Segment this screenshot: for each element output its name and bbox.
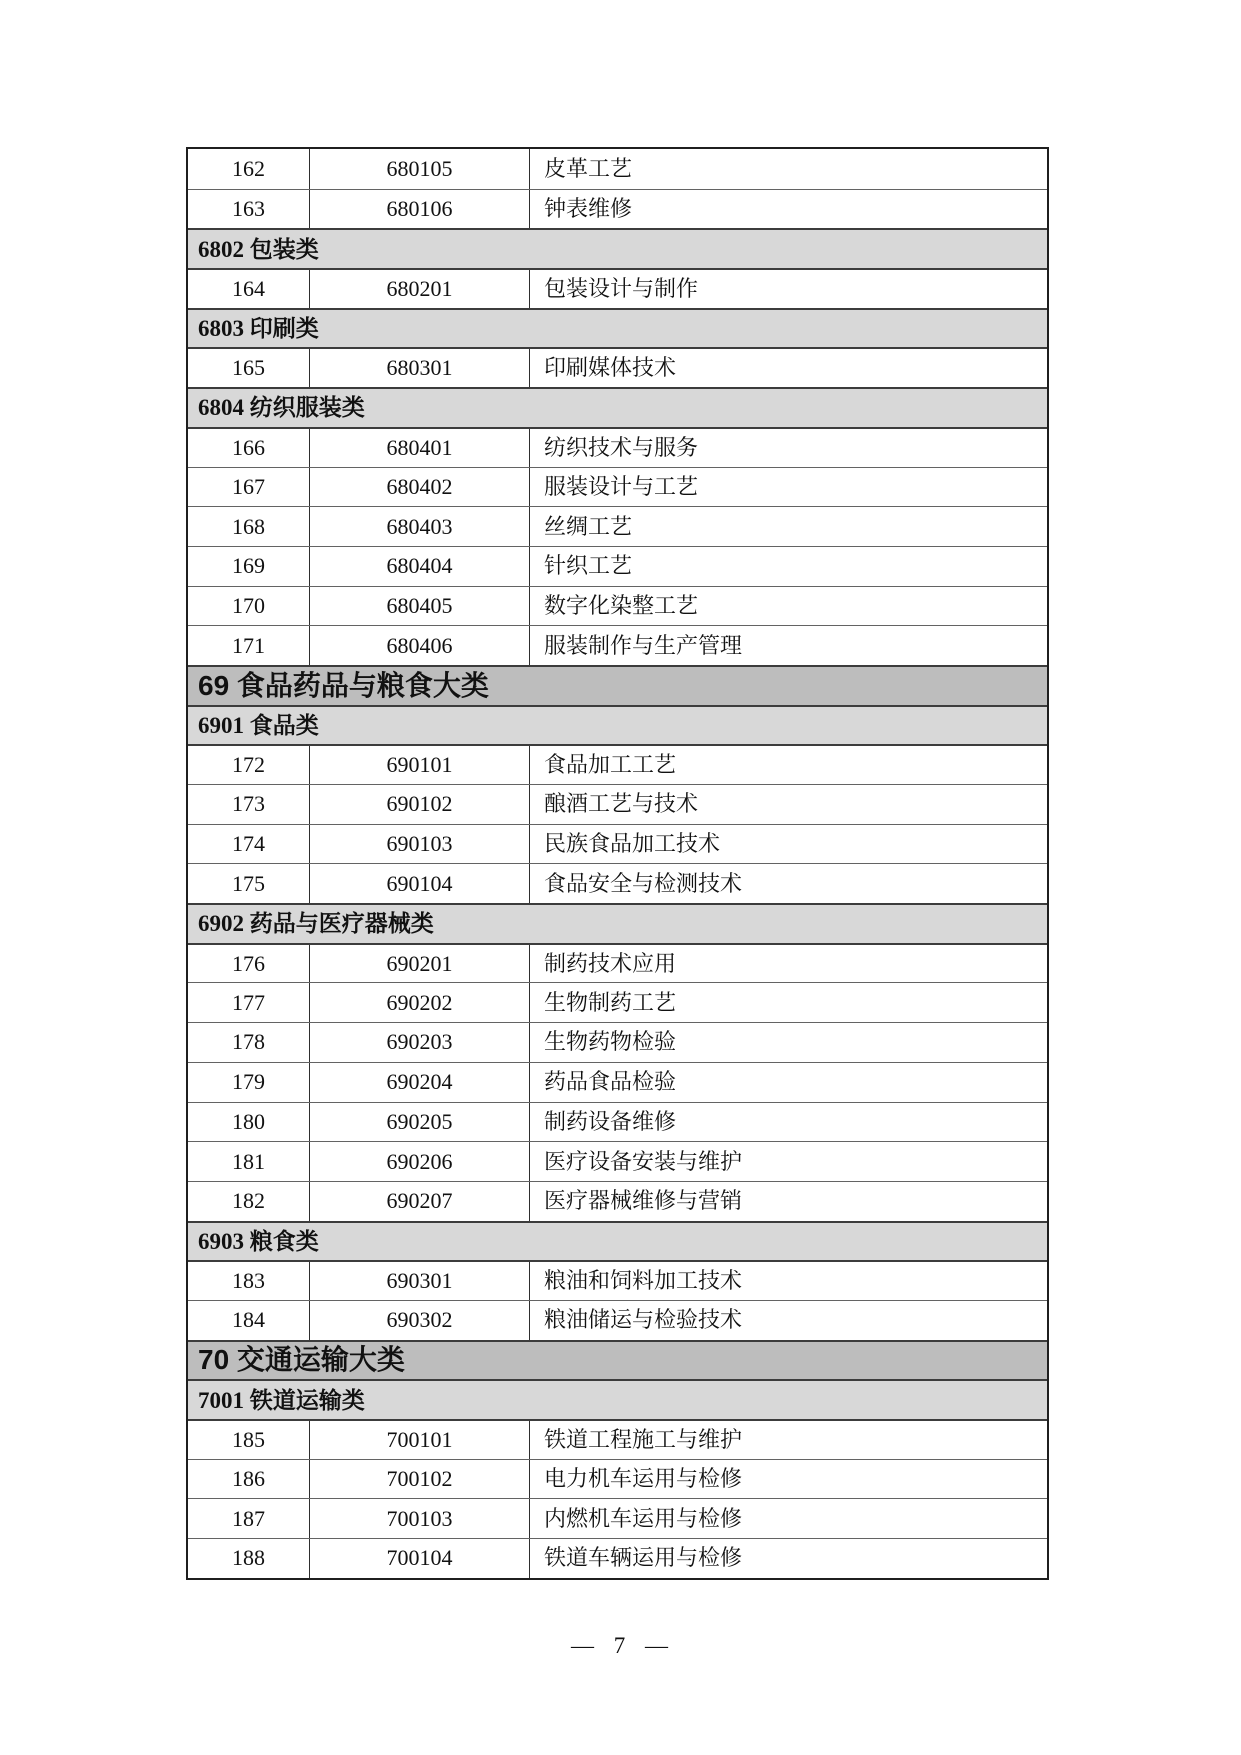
subcategory-header-label: 6903 粮食类: [198, 1228, 319, 1254]
subcategory-header-row: [188, 228, 1047, 268]
major-name-cell: 丝绸工艺: [529, 507, 1047, 546]
page-number: — 7 —: [571, 1633, 670, 1658]
major-name-cell: 纺织技术与服务: [529, 429, 1047, 467]
major-name-cell: 药品食品检验: [529, 1063, 1047, 1102]
major-name-cell: 制药设备维修: [529, 1103, 1047, 1142]
major-code-cell: 690206: [309, 1142, 529, 1181]
row-number-cell: 178: [232, 1029, 265, 1055]
category-header-row: [188, 1340, 1047, 1380]
major-code-cell: 700101: [309, 1421, 529, 1459]
major-name-cell: 针织工艺: [529, 547, 1047, 586]
major-name-cell: 内燃机车运用与检修: [529, 1499, 1047, 1538]
row-number-cell: 188: [232, 1545, 265, 1571]
major-code-cell: 700104: [309, 1539, 529, 1578]
row-number-cell: 164: [232, 275, 265, 301]
major-code-cell: 690104: [309, 864, 529, 903]
major-code-cell: 690101: [309, 746, 529, 784]
table-row: [188, 149, 1047, 189]
major-code-cell: 690301: [309, 1262, 529, 1300]
subcategory-header-label: 6804 纺织服装类: [198, 395, 365, 421]
row-number-cell: 185: [232, 1426, 265, 1452]
subcategory-header-row: [188, 705, 1047, 745]
subcategory-header-label: 6901 食品类: [198, 712, 319, 738]
subcategory-header-row: [188, 387, 1047, 427]
major-name-cell: 食品加工工艺: [529, 746, 1047, 784]
major-name-cell: 印刷媒体技术: [529, 349, 1047, 387]
table-row: [188, 824, 1047, 864]
subcategory-header-row: [188, 1379, 1047, 1419]
major-code-cell: 680402: [309, 468, 529, 507]
table-row: [188, 347, 1047, 387]
major-name-cell: 民族食品加工技术: [529, 825, 1047, 864]
subcategory-header-label: 6803 印刷类: [198, 316, 319, 342]
table-row: [188, 943, 1047, 983]
table-row: [188, 467, 1047, 507]
major-code-cell: 690103: [309, 825, 529, 864]
table-row: [188, 1022, 1047, 1062]
table-row: [188, 744, 1047, 784]
table-row: [188, 1062, 1047, 1102]
row-number-cell: 169: [232, 553, 265, 579]
subcategory-header-row: [188, 308, 1047, 348]
major-name-cell: 电力机车运用与检修: [529, 1460, 1047, 1499]
major-code-cell: 700102: [309, 1460, 529, 1499]
row-number-cell: 165: [232, 355, 265, 381]
major-name-cell: 酿酒工艺与技术: [529, 785, 1047, 824]
row-number-cell: 180: [232, 1108, 265, 1134]
major-name-cell: 医疗设备安装与维护: [529, 1142, 1047, 1181]
table-row: [188, 863, 1047, 903]
major-code-cell: 690201: [309, 945, 529, 983]
row-number-cell: 163: [232, 196, 265, 222]
major-name-cell: 包装设计与制作: [529, 270, 1047, 308]
major-code-cell: 690202: [309, 983, 529, 1022]
major-code-cell: 680404: [309, 547, 529, 586]
major-code-cell: 690203: [309, 1023, 529, 1062]
row-number-cell: 176: [232, 950, 265, 976]
major-code-cell: 700103: [309, 1499, 529, 1538]
table-row: [188, 268, 1047, 308]
major-name-cell: 服装设计与工艺: [529, 468, 1047, 507]
major-name-cell: 食品安全与检测技术: [529, 864, 1047, 903]
row-number-cell: 187: [232, 1505, 265, 1531]
table-row: [188, 1102, 1047, 1142]
major-name-cell: 铁道工程施工与维护: [529, 1421, 1047, 1459]
major-name-cell: 粮油和饲料加工技术: [529, 1262, 1047, 1300]
major-code-cell: 690302: [309, 1301, 529, 1340]
major-code-cell: 680401: [309, 429, 529, 467]
row-number-cell: 175: [232, 870, 265, 896]
row-number-cell: 166: [232, 434, 265, 460]
table-row: [188, 546, 1047, 586]
major-code-cell: 680403: [309, 507, 529, 546]
subcategory-header-label: 7001 铁道运输类: [198, 1387, 365, 1413]
table-row: [188, 586, 1047, 626]
majors-code-table: [186, 147, 1049, 1580]
major-code-cell: 680406: [309, 626, 529, 665]
major-code-cell: 680105: [309, 149, 529, 189]
subcategory-header-row: [188, 903, 1047, 943]
category-header-label: 69 食品药品与粮食大类: [198, 669, 489, 701]
row-number-cell: 168: [232, 513, 265, 539]
subcategory-header-label: 6802 包装类: [198, 236, 319, 262]
major-code-cell: 680405: [309, 587, 529, 626]
row-number-cell: 174: [232, 831, 265, 857]
table-row: [188, 1181, 1047, 1221]
major-name-cell: 医疗器械维修与营销: [529, 1182, 1047, 1221]
category-header-row: [188, 665, 1047, 705]
major-name-cell: 数字化染整工艺: [529, 587, 1047, 626]
table-row: [188, 625, 1047, 665]
table-row: [188, 1300, 1047, 1340]
major-code-cell: 680106: [309, 190, 529, 229]
row-number-cell: 171: [232, 632, 265, 658]
row-number-cell: 173: [232, 791, 265, 817]
table-row: [188, 1141, 1047, 1181]
major-code-cell: 690102: [309, 785, 529, 824]
table-row: [188, 506, 1047, 546]
major-name-cell: 皮革工艺: [529, 149, 1047, 189]
major-name-cell: 铁道车辆运用与检修: [529, 1539, 1047, 1578]
table-row: [188, 1419, 1047, 1459]
table-row: [188, 427, 1047, 467]
table-row: [188, 1459, 1047, 1499]
row-number-cell: 186: [232, 1466, 265, 1492]
major-name-cell: 服装制作与生产管理: [529, 626, 1047, 665]
row-number-cell: 184: [232, 1307, 265, 1333]
major-code-cell: 690207: [309, 1182, 529, 1221]
major-code-cell: 690204: [309, 1063, 529, 1102]
table-row: [188, 1260, 1047, 1300]
major-code-cell: 690205: [309, 1103, 529, 1142]
table-row: [188, 982, 1047, 1022]
major-name-cell: 生物药物检验: [529, 1023, 1047, 1062]
major-name-cell: 钟表维修: [529, 190, 1047, 229]
major-name-cell: 制药技术应用: [529, 945, 1047, 983]
row-number-cell: 172: [232, 752, 265, 778]
row-number-cell: 167: [232, 473, 265, 499]
row-number-cell: 177: [232, 989, 265, 1015]
subcategory-header-label: 6902 药品与医疗器械类: [198, 911, 434, 937]
major-name-cell: 生物制药工艺: [529, 983, 1047, 1022]
row-number-cell: 183: [232, 1268, 265, 1294]
table-row: [188, 1538, 1047, 1578]
row-number-cell: 170: [232, 592, 265, 618]
row-number-cell: 179: [232, 1069, 265, 1095]
table-row: [188, 1498, 1047, 1538]
category-header-label: 70 交通运输大类: [198, 1344, 405, 1376]
subcategory-header-row: [188, 1221, 1047, 1261]
row-number-cell: 162: [232, 155, 265, 181]
major-name-cell: 粮油储运与检验技术: [529, 1301, 1047, 1340]
row-number-cell: 182: [232, 1188, 265, 1214]
row-number-cell: 181: [232, 1148, 265, 1174]
major-code-cell: 680201: [309, 270, 529, 308]
table-row: [188, 784, 1047, 824]
table-row: [188, 189, 1047, 229]
major-code-cell: 680301: [309, 349, 529, 387]
